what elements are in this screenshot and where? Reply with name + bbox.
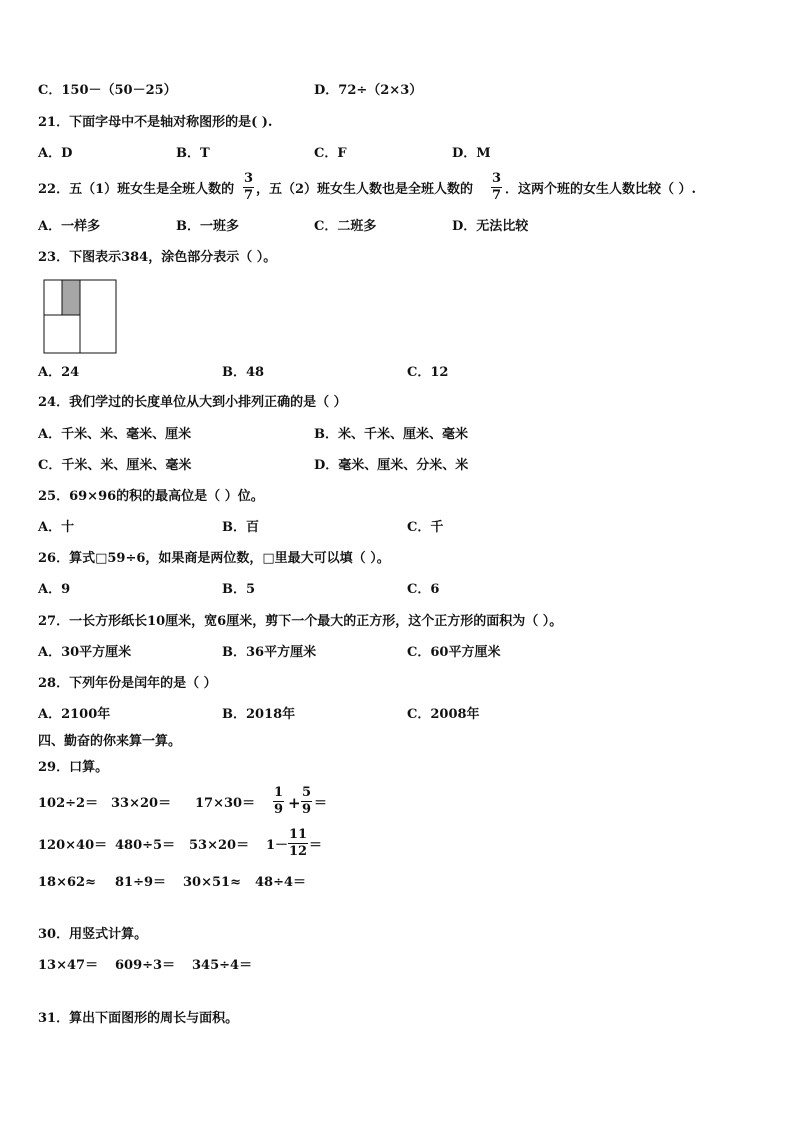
q28-option-c: C．2008年 — [407, 707, 480, 722]
q29-question: 29．口算。 — [38, 760, 109, 775]
q29-calc-2: 33×20＝ — [111, 796, 172, 811]
q29-calc-8: 18×62≈ — [38, 875, 96, 890]
equals-sign: ＝ — [309, 838, 323, 853]
q30-calc-1: 13×47＝ — [38, 958, 99, 973]
q26-option-c: C．6 — [407, 582, 440, 597]
q22-option-c: C．二班多 — [314, 219, 377, 234]
fraction-denominator: 7 — [492, 188, 502, 203]
fraction-numerator: 11 — [289, 827, 308, 842]
q29-calc-6: 53×20＝ — [189, 838, 250, 853]
q28-question: 28．下列年份是闰年的是（ ） — [38, 676, 217, 691]
shaded-part — [62, 280, 80, 315]
q25-option-c: C．千 — [407, 520, 444, 535]
fraction-denominator: 9 — [302, 802, 312, 817]
q20-option-c: C．150－（50－25） — [38, 83, 177, 98]
q25-question: 25．69×96的积的最高位是（ ）位。 — [38, 489, 264, 504]
q24-option-d: D．毫米、厘米、分米、米 — [314, 458, 469, 473]
q27-question: 27．一长方形纸长10厘米，宽6厘米，剪下一个最大的正方形，这个正方形的面积为（ ）。 — [38, 614, 563, 629]
q21-question: 21．下面字母中不是轴对称图形的是( ). — [38, 115, 273, 130]
q21-option-a: A．D — [38, 146, 73, 161]
q21-option-b: B．T — [176, 146, 210, 161]
q23-option-b: B．48 — [222, 365, 265, 380]
q30-calc-3: 345÷4＝ — [192, 958, 253, 973]
q26-option-a: A．9 — [38, 582, 71, 597]
q30-calc-2: 609÷3＝ — [115, 958, 176, 973]
q29-fraction-b — [301, 786, 312, 817]
q29-calc-10: 30×51≈ — [183, 875, 241, 890]
q22-question-part1: 22．五（1）班女生是全班人数的 — [38, 182, 235, 197]
fraction-denominator: 9 — [274, 802, 284, 817]
q30-question: 30．用竖式计算。 — [38, 927, 148, 942]
q29-fraction-c — [288, 828, 308, 859]
q24-question: 24．我们学过的长度单位从大到小排列正确的是（ ） — [38, 395, 347, 410]
q22-option-a: A．一样多 — [38, 219, 101, 234]
q22-question-part3: ．这两个班的女生人数比较（ ）. — [505, 182, 697, 197]
q29-calc-9: 81÷9＝ — [115, 875, 167, 890]
fraction-denominator: 7 — [244, 188, 254, 203]
q27-option-c: C．60平方厘米 — [407, 645, 501, 660]
q29-calc-7-lead: 1－ — [266, 838, 289, 853]
q22-option-d: D．无法比较 — [452, 219, 529, 234]
q22-fraction-2 — [491, 172, 502, 203]
q29-calc-3: 17×30＝ — [195, 796, 256, 811]
q25-option-a: A．十 — [38, 520, 75, 535]
equals-sign: ＝ — [314, 796, 328, 811]
q20-option-d: D．72÷（2×3） — [314, 83, 423, 98]
q27-option-b: B．36平方厘米 — [222, 645, 317, 660]
q29-fraction-a — [273, 786, 284, 817]
q26-option-b: B．5 — [222, 582, 256, 597]
fraction-numerator: 1 — [274, 785, 284, 800]
q29-calc-1: 102÷2＝ — [38, 796, 99, 811]
q28-option-b: B．2018年 — [222, 707, 296, 722]
fraction-numerator: 3 — [492, 171, 502, 186]
q22-option-b: B．一班多 — [176, 219, 239, 234]
q23-question: 23．下图表示384，涂色部分表示（ ）。 — [38, 250, 277, 265]
q24-option-b: B．米、千米、厘米、毫米 — [314, 427, 468, 442]
q23-grid-figure — [43, 279, 117, 355]
plus-sign: + — [288, 794, 301, 812]
q21-option-c: C．F — [314, 146, 347, 161]
fraction-numerator: 5 — [302, 785, 312, 800]
q25-option-b: B．百 — [222, 520, 259, 535]
section-title: 四、勤奋的你来算一算。 — [38, 734, 182, 749]
q23-option-a: A．24 — [38, 365, 80, 380]
q24-option-a: A．千米、米、毫米、厘米 — [38, 427, 192, 442]
q29-calc-4: 120×40＝ — [38, 838, 108, 853]
fraction-denominator: 12 — [289, 844, 308, 859]
q28-option-a: A．2100年 — [38, 707, 111, 722]
q23-option-c: C．12 — [407, 365, 449, 380]
q22-question-part2: ，五（2）班女生人数也是全班人数的 — [256, 182, 474, 197]
q21-option-d: D．M — [452, 146, 491, 161]
q26-question: 26．算式□59÷6，如果商是两位数，□里最大可以填（ ）。 — [38, 551, 390, 566]
q22-fraction-1 — [243, 172, 254, 203]
q29-calc-5: 480÷5＝ — [115, 838, 176, 853]
fraction-numerator: 3 — [244, 171, 254, 186]
q31-question: 31．算出下面图形的周长与面积。 — [38, 1011, 239, 1026]
q24-option-c: C．千米、米、厘米、毫米 — [38, 458, 192, 473]
q27-option-a: A．30平方厘米 — [38, 645, 132, 660]
q29-calc-11: 48÷4＝ — [255, 875, 307, 890]
